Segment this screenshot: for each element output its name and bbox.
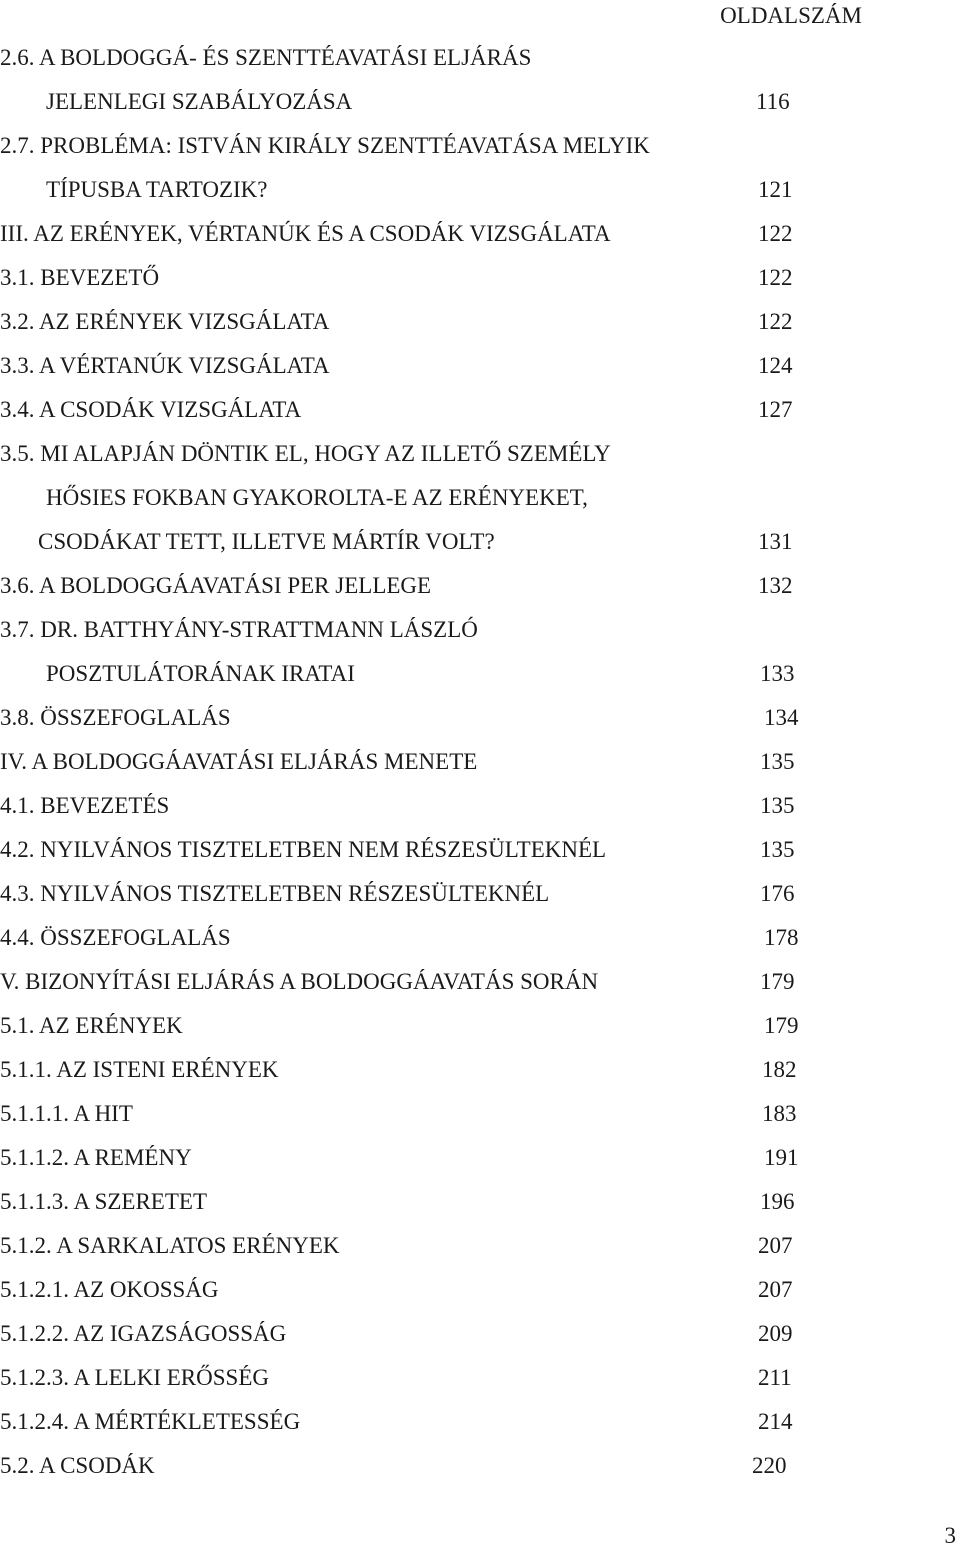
toc-entry-text: 4.4. ÖSSZEFOGLALÁS [0, 925, 231, 950]
toc-entry-text: IV. A BOLDOGGÁAVATÁSI ELJÁRÁS MENETE [0, 749, 478, 774]
toc-entry-page: 176 [760, 881, 795, 906]
toc-entry-page: 122 [758, 309, 793, 334]
toc-entry-text: 4.3. NYILVÁNOS TISZTELETBEN RÉSZESÜLTEKNÉL [0, 881, 550, 906]
toc-entry-page: 121 [758, 177, 793, 202]
toc-entry-page: 220 [752, 1453, 787, 1478]
toc-entry-page: 122 [758, 221, 793, 246]
toc-entry-page: 116 [756, 89, 790, 114]
toc-entry-page: 178 [764, 925, 799, 950]
toc-entry-page: 182 [762, 1057, 797, 1082]
toc-entry-page: 196 [760, 1189, 795, 1214]
toc-entry-text: 5.1.1.2. A REMÉNY [0, 1145, 192, 1170]
toc-entry-page: 211 [758, 1365, 792, 1390]
toc-entry-text: 4.2. NYILVÁNOS TISZTELETBEN NEM RÉSZESÜLTEKNÉL [0, 837, 607, 862]
toc-entry-page: 131 [758, 529, 793, 554]
toc-entry-page: 191 [764, 1145, 799, 1170]
toc-entry-page: 135 [760, 793, 795, 818]
toc-entry-page: 135 [760, 749, 795, 774]
toc-entry-page: 179 [760, 969, 795, 994]
toc-entry-text: POSZTULÁTORÁNAK IRATAI [46, 661, 355, 686]
toc-entry-page: 183 [762, 1101, 797, 1126]
toc-entry-text: 2.7. PROBLÉMA: ISTVÁN KIRÁLY SZENTTÉAVATÁSA MELYIK [0, 133, 650, 158]
page-number: 3 [944, 1523, 956, 1548]
toc-entry-page: 207 [758, 1233, 793, 1258]
toc-entry-text: III. AZ ERÉNYEK, VÉRTANÚK ÉS A CSODÁK VIZSGÁLATA [0, 221, 611, 246]
toc-entry-text: 4.1. BEVEZETÉS [0, 793, 170, 818]
toc-entry-text: 3.5. MI ALAPJÁN DÖNTIK EL, HOGY AZ ILLETŐ SZEMÉLY [0, 441, 611, 466]
toc-entry-text: 5.2. A CSODÁK [0, 1453, 155, 1478]
toc-entry-page: 209 [758, 1321, 793, 1346]
toc-entry-page: 135 [760, 837, 795, 862]
toc-entry-text: JELENLEGI SZABÁLYOZÁSA [46, 89, 353, 114]
toc-entry-text: 3.1. BEVEZETŐ [0, 265, 160, 290]
toc-entry-page: 207 [758, 1277, 793, 1302]
toc-entry-text: 5.1.2. A SARKALATOS ERÉNYEK [0, 1233, 340, 1258]
toc-entry-text: 5.1.2.2. AZ IGAZSÁGOSSÁG [0, 1321, 287, 1346]
toc-entry-page: 127 [758, 397, 793, 422]
toc-entry-page: 133 [760, 661, 795, 686]
toc-entry-text: 5.1.2.3. A LELKI ERŐSSÉG [0, 1365, 269, 1390]
toc-entry-text: 3.2. AZ ERÉNYEK VIZSGÁLATA [0, 309, 330, 334]
toc-entry-page: 132 [758, 573, 793, 598]
toc-entry-text: HŐSIES FOKBAN GYAKOROLTA-E AZ ERÉNYEKET, [46, 485, 588, 510]
toc-entry-page: 214 [758, 1409, 793, 1434]
toc-entry-text: 5.1.1.1. A HIT [0, 1101, 133, 1126]
toc-entry-text: 5.1.1.3. A SZERETET [0, 1189, 207, 1214]
toc-entry-text: 3.4. A CSODÁK VIZSGÁLATA [0, 397, 302, 422]
toc-entry-text: TÍPUSBA TARTOZIK? [46, 177, 268, 202]
page-column-header: OLDALSZÁM [720, 3, 862, 28]
toc-entry-page: 179 [764, 1013, 799, 1038]
toc-entry-text: CSODÁKAT TETT, ILLETVE MÁRTÍR VOLT? [38, 529, 495, 554]
toc-entry-text: 5.1.1. AZ ISTENI ERÉNYEK [0, 1057, 279, 1082]
toc-entry-text: V. BIZONYÍTÁSI ELJÁRÁS A BOLDOGGÁAVATÁS SORÁN [0, 969, 599, 994]
toc-entry-page: 122 [758, 265, 793, 290]
toc-entry-text: 2.6. A BOLDOGGÁ- ÉS SZENTTÉAVATÁSI ELJÁRÁS [0, 45, 532, 70]
toc-entry-text: 5.1. AZ ERÉNYEK [0, 1013, 183, 1038]
toc-entry-text: 3.8. ÖSSZEFOGLALÁS [0, 705, 231, 730]
toc-entry-text: 3.6. A BOLDOGGÁAVATÁSI PER JELLEGE [0, 573, 432, 598]
toc-entry-text: 5.1.2.4. A MÉRTÉKLETESSÉG [0, 1409, 301, 1434]
toc-entry-text: 3.3. A VÉRTANÚK VIZSGÁLATA [0, 353, 330, 378]
toc-entry-text: 3.7. DR. BATTHYÁNY-STRATTMANN LÁSZLÓ [0, 617, 478, 642]
toc-entry-text: 5.1.2.1. AZ OKOSSÁG [0, 1277, 219, 1302]
toc-entry-page: 124 [758, 353, 793, 378]
toc-entry-page: 134 [764, 705, 799, 730]
